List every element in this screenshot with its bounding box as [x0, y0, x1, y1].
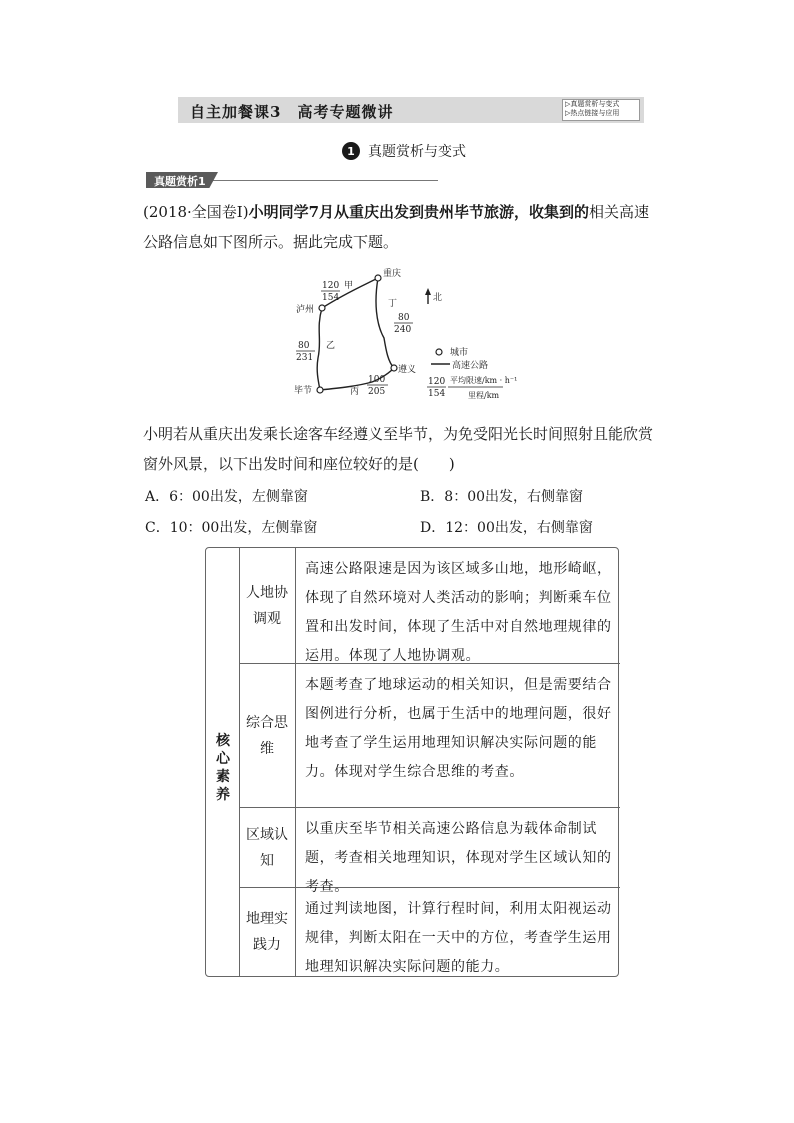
label-north: 北 [433, 293, 443, 303]
tag-underline [208, 180, 438, 181]
row-label-cell [239, 888, 296, 976]
row-text: 本题考查了地球运动的相关知识，但是需要结合图例进行分析，也属于生活中的地理问题，很好地考查了学生运用地理知识解决实际问题的能力。体现对学生综合思维的考查。 [305, 677, 612, 780]
table-row [239, 548, 620, 664]
row-text: 以重庆至毕节相关高速公路信息为载体命制试题，考查相关地理知识，体现对学生区域认知的考查。 [305, 821, 612, 895]
table-side-label: 核心素养 [216, 733, 230, 803]
ding-distance: 240 [394, 325, 412, 335]
highway-map [288, 262, 548, 408]
label-zunyi: 遵义 [398, 365, 417, 375]
row-text: 高速公路限速是因为该区域多山地，地形崎岖，体现了自然环境对人类活动的影响；判断乘车位置和出发时间，体现了生活中对自然地理规律的运用。体现了人地协调观。 [305, 561, 612, 664]
bing-limit: 100 [368, 375, 386, 385]
question-source: (2018·全国卷Ⅰ) [143, 203, 249, 221]
question-intro [143, 197, 663, 257]
legend-limit-example: 120 [428, 377, 446, 387]
table-side-column [206, 548, 240, 976]
road-yi [317, 308, 322, 390]
row-label: 综合思维 [246, 714, 288, 757]
label-road-bing: 丙 [350, 387, 360, 397]
table-row [239, 664, 620, 808]
lesson-title: 自主加餐课3 高考专题微讲 [190, 103, 394, 121]
jia-limit: 120 [322, 281, 340, 291]
city-marker-zunyi [391, 365, 397, 371]
label-chongqing: 重庆 [383, 269, 402, 279]
core-literacy-table [205, 547, 619, 977]
nav-link-zhenti[interactable]: ▷真题赏析与变式 [565, 100, 620, 108]
ding-limit: 80 [398, 313, 410, 323]
tag-label: 真题赏析1 [154, 175, 206, 188]
north-arrow-icon [425, 288, 431, 295]
intro-bold-1: 小明同学7月从重庆 [248, 203, 380, 221]
option-a[interactable]: A．6：00出发，左侧靠窗 [145, 489, 308, 505]
section-title: 真题赏析与变式 [368, 144, 466, 160]
yi-distance: 231 [296, 353, 314, 363]
row-label-cell [239, 808, 296, 887]
row-label-cell [239, 664, 296, 807]
intro-bold-2: 出发到贵州毕节旅游，收集到的 [379, 203, 590, 221]
city-marker-chongqing [375, 275, 381, 281]
city-marker-bijie [317, 387, 323, 393]
label-road-ding: 丁 [388, 299, 398, 309]
yi-limit: 80 [298, 341, 310, 351]
label-road-jia: 甲 [344, 281, 354, 291]
row-label: 地理实践力 [246, 911, 288, 953]
section-number-badge: 1 [342, 142, 360, 160]
lesson-header-bar [178, 97, 644, 123]
row-label: 人地协调观 [246, 584, 288, 627]
table-row [239, 888, 620, 976]
intro-rest: 相关高速公路信息如下图所示。据此完成下题。 [143, 203, 650, 251]
city-marker-luzhou [319, 305, 325, 311]
jia-distance: 154 [322, 293, 340, 303]
option-d[interactable]: D．12：00出发，右侧靠窗 [420, 520, 593, 536]
question-tag [146, 172, 226, 190]
legend-distance-label: 里程/km [468, 391, 500, 400]
label-road-yi: 乙 [326, 341, 336, 351]
label-bijie: 毕节 [294, 386, 313, 396]
label-luzhou: 泸州 [296, 305, 315, 315]
section-nav-box [562, 99, 640, 121]
table-row [239, 808, 620, 895]
legend-limit-label: 平均限速/km · h⁻¹ [450, 376, 518, 385]
row-text: 通过判读地图，计算行程时间，利用太阳视运动规律，判断太阳在一天中的方位，考查学生运用地理知识解决实际问题的能力。 [305, 901, 612, 975]
legend-city-marker [436, 349, 442, 355]
road-ding [376, 278, 394, 368]
question-stem: 小明若从重庆出发乘长途客车经遵义至毕节，为免受阳光长时间照射且能欣赏窗外风景，以下出发时间和座位较好的是( ) [143, 425, 654, 473]
legend-highway-label: 高速公路 [452, 361, 489, 371]
option-b[interactable]: B．8：00出发，右侧靠窗 [420, 489, 584, 505]
nav-link-redian[interactable]: ▷热点链接与应用 [565, 109, 620, 117]
row-label: 区域认知 [246, 826, 288, 869]
bing-distance: 205 [368, 387, 386, 397]
legend-distance-example: 154 [428, 389, 446, 399]
section-heading [342, 141, 466, 161]
legend-city-label: 城市 [450, 348, 469, 358]
row-label-cell [239, 548, 296, 663]
option-c[interactable]: C．10：00出发，左侧靠窗 [145, 520, 318, 536]
